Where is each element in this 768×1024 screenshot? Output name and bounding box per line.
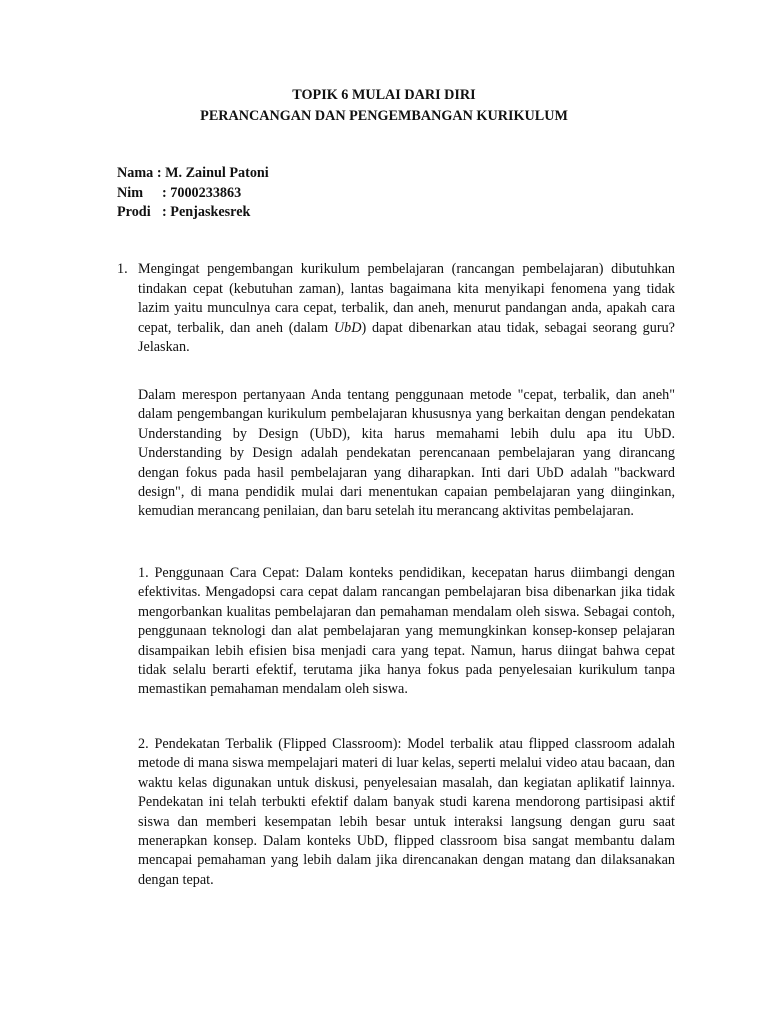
- question-1: [117, 260, 675, 358]
- name-row: [117, 163, 269, 183]
- name-value: : M. Zainul Patoni: [156, 165, 269, 181]
- name-label: Nama: [117, 165, 154, 181]
- question-number: 1.: [117, 261, 128, 277]
- question-text-emphasis: UbD: [333, 319, 362, 336]
- prodi-value: : Penjaskesrek: [162, 204, 251, 220]
- question-text: [138, 260, 675, 358]
- document-title: TOPIK 6 MULAI DARI DIRI: [292, 87, 476, 103]
- answer-paragraph-intro: Dalam merespon pertanyaan Anda tentang penggunaan metode "cepat, terbalik, dan aneh" dalam pengembangan kurikulum pembelajaran khususnya yang berkaitan dengan pendekatan Understanding by Design (UbD), kita harus memahami lebih dulu apa itu UbD. Understanding by Design adalah pendekatan perencanaan pembelajaran yang dirancang dengan fokus pada hasil pembelajaran yang diharapkan. Inti dari UbD adalah "backward design", di mana pendidik mulai dari menentukan capaian pembelajaran yang diinginkan, kemudian merancang penilaian, dan baru setelah itu merancang aktivitas pembelajaran.: [138, 387, 675, 520]
- nim-label: Nim: [117, 185, 144, 201]
- nim-value: : 7000233863: [162, 185, 242, 201]
- nim-row: [117, 183, 241, 203]
- answer-paragraph-flipped-classroom: 2. Pendekatan Terbalik (Flipped Classroom): Model terbalik atau flipped classroom adalah metode di mana siswa mempelajari materi di luar kelas, seperti melalui video atau bacaan, dan waktu kelas digunakan untuk diskusi, penyelesaian masalah, dan kegiatan aplikatif lainnya. Pendekatan ini telah terbukti efektif dalam banyak studi karena mendorong partisipasi aktif siswa dan memberi kesempatan lebih besar untuk interaksi langsung dengan guru saat menerapkan konsep. Dalam konteks UbD, flipped classroom bisa sangat membantu dalam mencapai pemahaman yang lebih dalam jika direncanakan dengan matang dan dilaksanakan dengan tepat.: [138, 736, 675, 888]
- question-text-part1: Mengingat pengembangan kurikulum pembelajaran (rancangan pembelajaran) dibutuhkan tindakan cepat (kebutuhan zaman), lantas bagaimana kita menyikapi fenomena yang tidak lazim yaitu munculnya cara cepat, terbalik, dan aneh, menurut pandangan anda, apakah cara cepat, terbalik, dan aneh (dalam: [138, 261, 675, 336]
- prodi-label: Prodi: [117, 204, 151, 220]
- answer-paragraph-fast-method: 1. Penggunaan Cara Cepat: Dalam konteks pendidikan, kecepatan harus diimbangi dengan efektivitas. Mengadopsi cara cepat dalam rancangan pembelajaran bisa dibenarkan jika tidak mengorbankan kualitas pembelajaran dan pemahaman mendalam oleh siswa. Sebagai contoh, penggunaan teknologi dan alat pembelajaran yang memungkinkan konsep-konsep pelajaran disampaikan lebih efisien bisa menjadi cara yang tepat. Namun, harus diingat bahwa cepat tidak selalu berarti efektif, terutama jika hanya fokus pada penyelesaian kurikulum tanpa memastikan pemahaman mendalam oleh siswa.: [138, 565, 675, 698]
- prodi-row: [117, 202, 250, 222]
- question-text-part2: ) dapat dibenarkan atau tidak, sebagai seorang guru? Jelaskan.: [138, 319, 675, 356]
- document-subtitle: PERANCANGAN DAN PENGEMBANGAN KURIKULUM: [200, 108, 568, 124]
